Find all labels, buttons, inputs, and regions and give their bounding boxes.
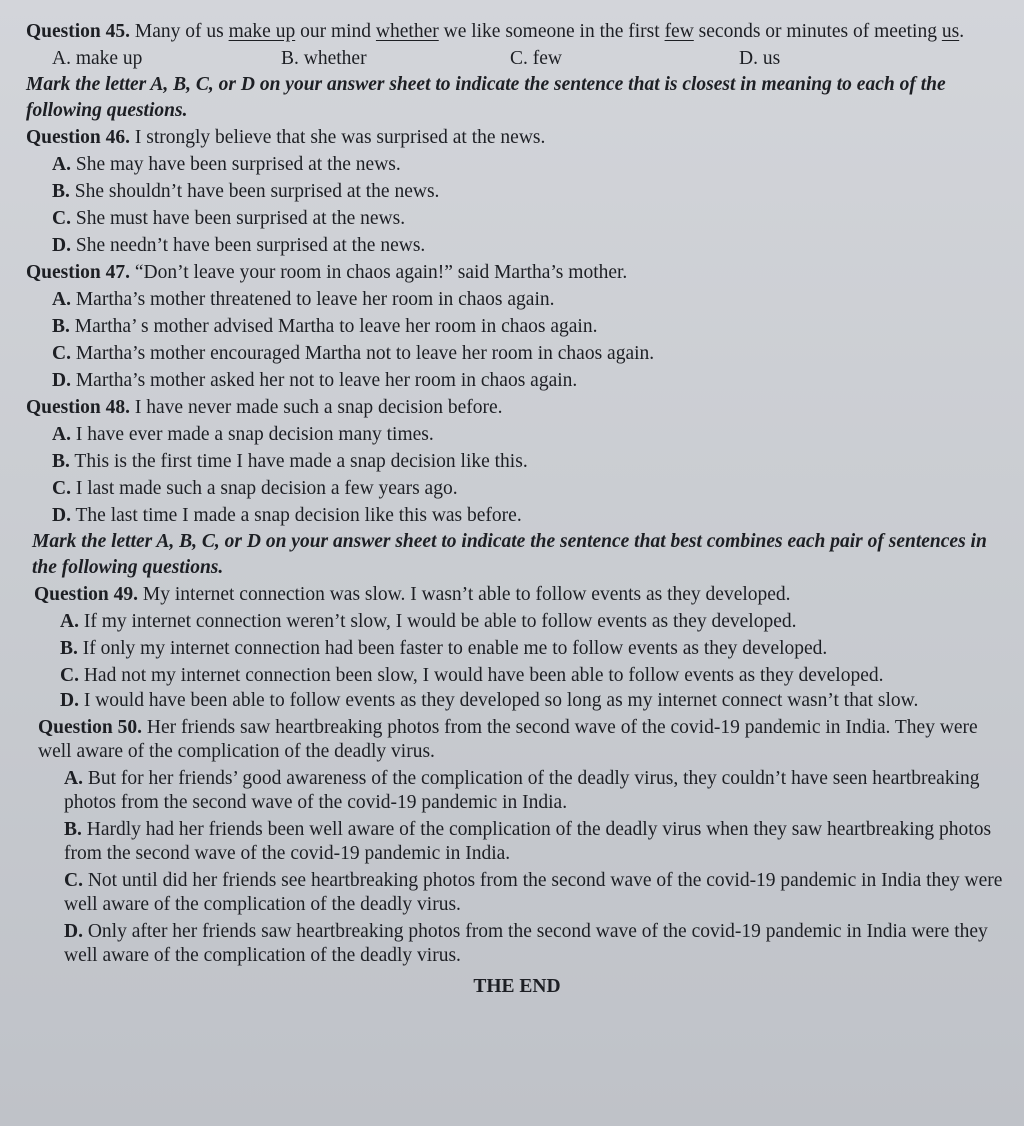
- option-text: But for her friends’ good awareness of the complication of the deadly virus, they couldn’t have seen heartbreaking photos from the second wave of the covid-19 pandemic in India.: [64, 768, 980, 813]
- option-text: I would have been able to follow events as they developed so long as my internet connect wasn’t that slow.: [83, 690, 919, 711]
- question-label: Question 49.: [34, 584, 139, 605]
- option-a[interactable]: [26, 286, 1008, 313]
- option-text: Hardly had her friends been well aware of the complication of the deadly virus when they saw heartbreaking photos from the second wave of the covid-19 pandemic in India.: [64, 819, 992, 864]
- option-b[interactable]: [26, 313, 1008, 340]
- option-a[interactable]: [26, 151, 1008, 178]
- option-letter: D.: [52, 370, 71, 391]
- question-49: [26, 581, 1008, 608]
- question-text: we like someone in the first: [443, 21, 660, 42]
- option-c[interactable]: [26, 205, 1008, 232]
- option-text: Martha’s mother threatened to leave her room in chaos again.: [75, 289, 555, 310]
- option-text: I have ever made a snap decision many times.: [75, 424, 434, 445]
- instruction-closest-meaning: Mark the letter A, B, C, or D on your answer sheet to indicate the sentence that is closest in meaning to each of the following questions.: [26, 74, 946, 121]
- option-letter: B.: [52, 181, 70, 202]
- option-c[interactable]: [26, 869, 1008, 917]
- option-a[interactable]: [26, 421, 1008, 448]
- option-text: This is the first time I have made a snap decision like this.: [74, 451, 528, 472]
- option-text: Had not my internet connection been slow, I would have been able to follow events as they developed.: [83, 665, 884, 686]
- option-d[interactable]: [26, 920, 1008, 968]
- question-text: My internet connection was slow. I wasn’t able to follow events as they developed.: [142, 584, 791, 605]
- question-text: seconds or minutes of meeting: [698, 21, 937, 42]
- underlined-word: few: [664, 21, 694, 42]
- question-text: I strongly believe that she was surprised at the news.: [134, 127, 546, 148]
- question-45: [26, 18, 1008, 45]
- the-end-heading: THE END: [473, 976, 561, 997]
- option-b[interactable]: [26, 818, 1008, 866]
- option-c[interactable]: [26, 475, 1008, 502]
- option-text: If my internet connection weren’t slow, I would be able to follow events as they developed.: [83, 611, 797, 632]
- option-text: She needn’t have been surprised at the news.: [75, 235, 426, 256]
- option-a[interactable]: A. make up: [52, 48, 143, 69]
- question-50: [26, 716, 1008, 764]
- question-text: .: [959, 21, 965, 42]
- option-letter: B.: [60, 638, 78, 659]
- option-letter: C.: [52, 478, 71, 499]
- option-b[interactable]: [26, 635, 1008, 662]
- option-text: I last made such a snap decision a few years ago.: [75, 478, 458, 499]
- question-46: [26, 124, 1008, 151]
- option-letter: A.: [52, 289, 71, 310]
- question-label: Question 50.: [38, 717, 143, 738]
- option-letter: A.: [60, 611, 79, 632]
- option-d[interactable]: [26, 232, 1008, 259]
- option-d[interactable]: [26, 502, 1008, 529]
- question-label: Question 45.: [26, 21, 131, 42]
- option-text: Martha’ s mother advised Martha to leave her room in chaos again.: [74, 316, 598, 337]
- underlined-word: us: [941, 21, 960, 42]
- question-label: Question 47.: [26, 262, 131, 283]
- underlined-word: whether: [375, 21, 439, 42]
- question-text: Her friends saw heartbreaking photos from the second wave of the covid-19 pandemic in India. They were well aware of the complication of the deadly virus.: [38, 717, 978, 762]
- option-letter: C.: [64, 870, 83, 891]
- option-b[interactable]: B. whether: [281, 48, 367, 69]
- question-text: I have never made such a snap decision before.: [134, 397, 503, 418]
- option-b[interactable]: [26, 448, 1008, 475]
- option-c[interactable]: C. few: [510, 48, 562, 69]
- option-d[interactable]: D. us: [739, 48, 781, 69]
- option-letter: D.: [64, 921, 83, 942]
- option-text: She may have been surprised at the news.: [75, 154, 401, 175]
- question-text: “Don’t leave your room in chaos again!” said Martha’s mother.: [134, 262, 628, 283]
- question-45-options: [26, 45, 1008, 72]
- question-label: Question 46.: [26, 127, 131, 148]
- question-47: [26, 259, 1008, 286]
- option-letter: A.: [64, 768, 83, 789]
- option-a[interactable]: [26, 767, 1008, 815]
- option-letter: C.: [52, 343, 71, 364]
- option-a[interactable]: [26, 608, 1008, 635]
- option-letter: D.: [60, 690, 79, 711]
- option-letter: B.: [52, 451, 70, 472]
- option-letter: D.: [52, 235, 71, 256]
- option-c[interactable]: [26, 340, 1008, 367]
- option-text: Martha’s mother encouraged Martha not to leave her room in chaos again.: [75, 343, 655, 364]
- option-b[interactable]: [26, 178, 1008, 205]
- option-text: The last time I made a snap decision like this was before.: [75, 505, 522, 526]
- instruction-best-combines: Mark the letter A, B, C, or D on your answer sheet to indicate the sentence that best combines each pair of sentences in the following questions.: [32, 531, 987, 578]
- option-letter: C.: [60, 665, 79, 686]
- question-label: Question 48.: [26, 397, 131, 418]
- option-letter: D.: [52, 505, 71, 526]
- option-text: Only after her friends saw heartbreaking photos from the second wave of the covid-19 pandemic in India were they well aware of the complication of the deadly virus.: [64, 921, 988, 966]
- option-text: Martha’s mother asked her not to leave her room in chaos again.: [75, 370, 578, 391]
- option-text: Not until did her friends see heartbreaking photos from the second wave of the covid-19 pandemic in India they were well aware of the complication of the deadly virus.: [64, 870, 1003, 915]
- option-text: She must have been surprised at the news.: [75, 208, 406, 229]
- option-letter: A.: [52, 424, 71, 445]
- underlined-word: make up: [228, 21, 296, 42]
- option-d[interactable]: [26, 367, 1008, 394]
- option-letter: C.: [52, 208, 71, 229]
- option-d[interactable]: [26, 689, 1008, 713]
- option-letter: B.: [52, 316, 70, 337]
- question-48: [26, 394, 1008, 421]
- option-text: If only my internet connection had been faster to enable me to follow events as they developed.: [82, 638, 828, 659]
- question-text: Many of us: [134, 21, 224, 42]
- option-letter: A.: [52, 154, 71, 175]
- option-c[interactable]: [26, 662, 1008, 689]
- option-letter: B.: [64, 819, 82, 840]
- option-text: She shouldn’t have been surprised at the news.: [74, 181, 440, 202]
- question-text: our mind: [300, 21, 372, 42]
